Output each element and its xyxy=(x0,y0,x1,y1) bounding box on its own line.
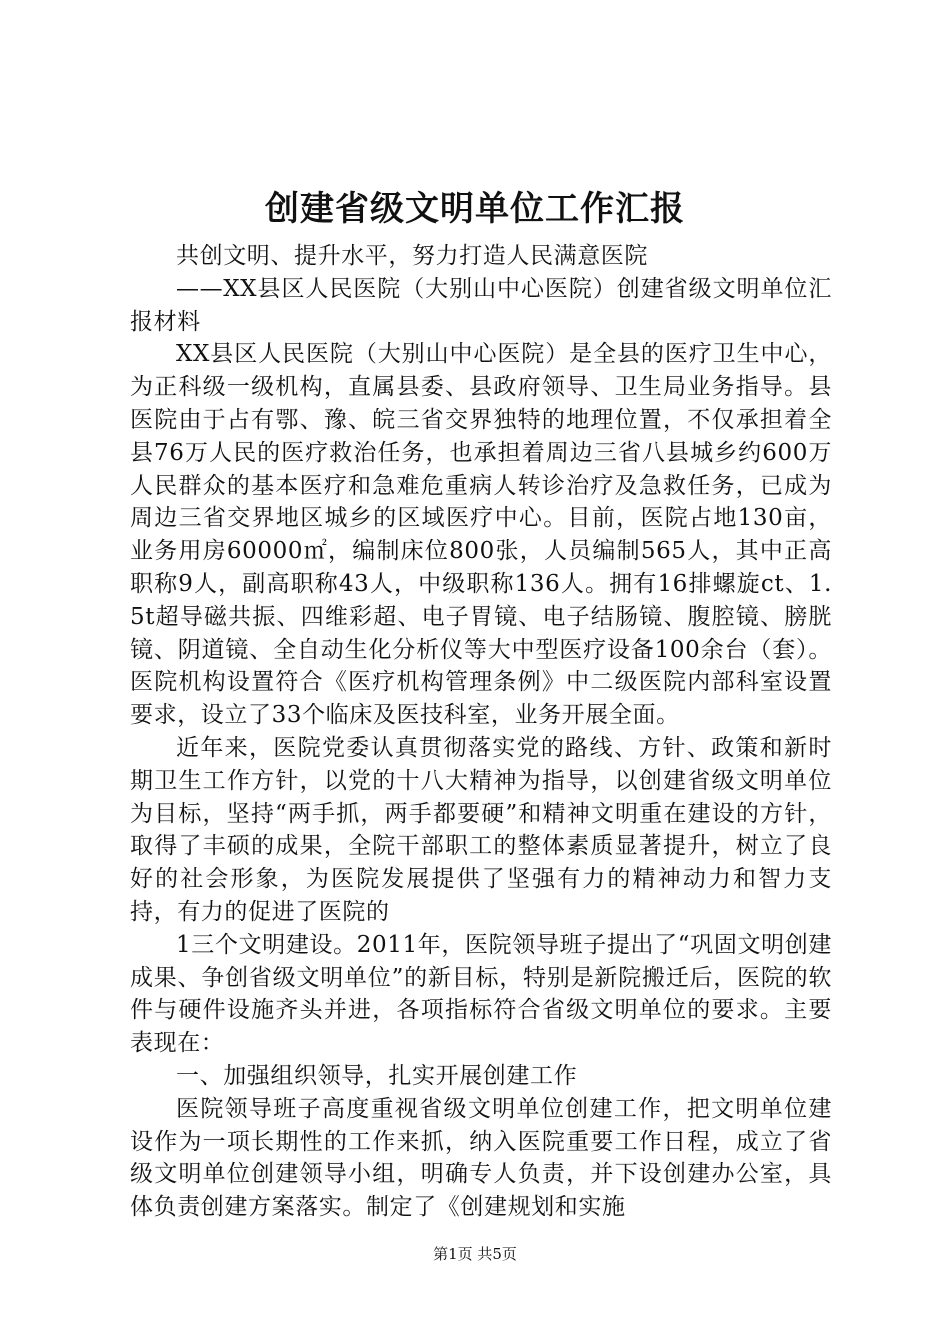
document-body xyxy=(130,240,832,1224)
section-heading: 一、加强组织领导，扎实开展创建工作 xyxy=(176,1062,578,1089)
subtitle-paragraph: 共创文明、提升水平，努力打造人民满意医院 xyxy=(176,243,648,269)
body-paragraph: 医院领导班子高度重视省级文明单位创建工作，把文明单位建设作为一项长期性的工作来抓，纳入医院重要工作日程，成立了省级文明单位创建领导小组，明确专人负责，并下设创建办公室，具体负责创建方案落实。制定了《创建规划和实施 xyxy=(130,1095,832,1221)
page-number-footer: 第1页 共5页 xyxy=(433,1245,517,1263)
document-title: 创建省级文明单位工作汇报 xyxy=(265,189,685,229)
body-paragraph: 近年来，医院党委认真贯彻落实党的路线、方针、政策和新时期卫生工作方针，以党的十八大精神为指导，以创建省级文明单位为目标，坚持“两手抓，两手都要硬”和精神文明重在建设的方针，取得了丰硕的成果，全院干部职工的整体素质显著提升，树立了良好的社会形象，为医院发展提供了坚强有力的精神动力和智力支持，有力的促进了医院的 xyxy=(130,734,832,925)
subtitle-source-paragraph: ——XX县区人民医院（大别山中心医院）创建省级文明单位汇报材料 xyxy=(130,275,832,335)
body-paragraph: 1三个文明建设。2011年，医院领导班子提出了“巩固文明创建成果、争创省级文明单位”的新目标，特别是新院搬迁后，医院的软件与硬件设施齐头并进，各项指标符合省级文明单位的要求。主要表现在： xyxy=(130,931,832,1057)
body-paragraph: XX县区人民医院（大别山中心医院）是全县的医疗卫生中心，为正科级一级机构，直属县委、县政府领导、卫生局业务指导。县医院由于占有鄂、豫、皖三省交界独特的地理位置，不仅承担着全县76万人民的医疗救治任务，也承担着周边三省八县城乡约600万人民群众的基本医疗和急难危重病人转诊治疗及急救任务，已成为周边三省交界地区城乡的区域医疗中心。目前，医院占地130亩，业务用房60000㎡，编制床位800张，人员编制565人，其中正高职称9人，副高职称43人，中级职称136人。拥有16排螺旋ct、1.5t超导磁共振、四维彩超、电子胃镜、电子结肠镜、腹腔镜、膀胱镜、阴道镜、全自动生化分析仪等大中型医疗设备100余台（套）。医院机构设置符合《医疗机构管理条例》中二级医院内部科室设置要求，设立了33个临床及医技科室，业务开展全面。 xyxy=(130,341,832,729)
